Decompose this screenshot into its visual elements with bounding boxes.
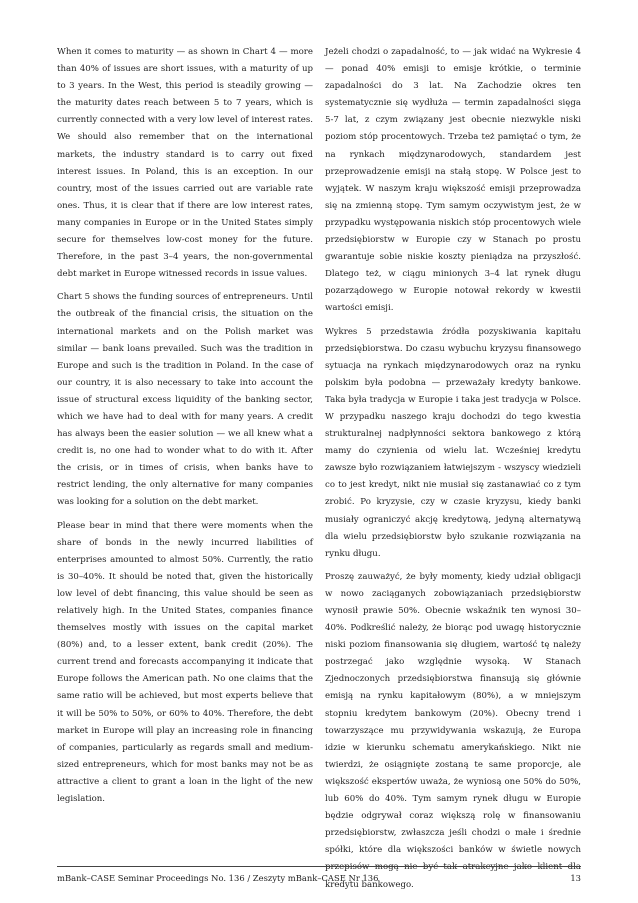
- paragraph-pl-funding-sources: Wykres 5 przedstawia źródła pozyskiwania kapitału przedsiębiorstwa. Do czasu wybuchu kryzysu finansowego sytuacja na rynkach międzynarodowych oraz na rynku polskim była podobna — przeważały kredyty bankowe. Taka była tradycja w Europie i taka jest tradycja w Polsce. W przypadku naszego kraju dochodzi do tego kwestia strukturalnej nadpłynności sektora bankowego z którą mamy do czynienia od wielu lat. Wcześniej kredytu zawsze było rozwiązaniem łatwiejszym - wszyscy wiedzieli co to jest kredyt, nikt nie musiał się zastanawiać co z tym zrobić. Po kryzysie, czy w czasie kryzysu, kiedy banki musiały ograniczyć akcję kredytową, jedyną alternatywą dla wielu przedsiębiorstw było szukanie rozwiązania na rynku długu.: [325, 326, 581, 559]
- page-number: 13: [570, 873, 581, 883]
- paragraph-en-funding-sources: Chart 5 shows the funding sources of entrepreneurs. Until the outbreak of the financial crisis, the situation on the international markets and on the Polish market was similar — bank loans prevailed. Such was the tradition in Europe and such is the tradition in Poland. In the case of our country, it is also necessary to take into account the issue of structural excess liquidity of the banking sector, which we have had to deal with for many years. A credit has always been the easier solution — we all knew what a credit is, no one had to wonder what to do with it. After the crisis, or in times of crisis, when banks have to restrict lending, the only alternative for many companies was looking for a solution on the debt market.: [57, 292, 313, 508]
- paragraph-en-bond-share: Please bear in mind that there were moments when the share of bonds in the newly incurred liabilities of enterprises amounted to almost 50%. Currently, the ratio is 30–40%. It should be noted that, given the historically low level of debt financing, this value should be seen as relatively high. In the United States, companies finance themselves mostly with issues on the capital market (80%) and, to a lesser extent, bank credit (20%). The current trend and forecasts accompanying it indicate that Europe follows the American path. No one claims that the same ratio will be achieved, but most experts believe that it will be 50% to 50%, or 60% to 40%. Therefore, the debt market in Europe will play an increasing role in financing of companies, particularly as regards small and medium-sized entrepreneurs, which for most banks may not be as attractive a client to grant a loan in the light of the new legislation.: [57, 520, 313, 805]
- paragraph-en-maturity: When it comes to maturity — as shown in Chart 4 — more than 40% of issues are short issues, with a maturity of up to 3 years. In the West, this period is steadily growing — the maturity dates reach between 5 to 7 years, which is currently connected with a very low level of interest rates. We should also remember that on the international markets, the industry standard is to carry out fixed interest issues. In Poland, this is an exception. In our country, most of the issues carried out are variable rate ones. Thus, it is clear that if there are low interest rates, many companies in Europe or in the United States simply secure for themselves low-cost money for the future. Therefore, in the past 3–4 years, the non-governmental debt market in Europe witnessed records in issue values.: [57, 47, 313, 280]
- footer-publication: mBank–CASE Seminar Proceedings No. 136 / Zeszyty mBank–CASE Nr 136: [57, 873, 379, 883]
- footer-divider: [57, 866, 581, 867]
- paragraph-pl-maturity: Jeżeli chodzi o zapadalność, to — jak widać na Wykresie 4 — ponad 40% emisji to emisje krótkie, o terminie zapadalności do 3 lat. Na Zachodzie okres ten systematycznie się wydłuża — termin zapadalności sięga 5-7 lat, z czym związany jest obecnie niezwykle niski poziom stóp procentowych. Trzeba też pamiętać o tym, że na rynkach międzynarodowych, standardem jest przeprowadzenie emisji na stałą stopę. W Polsce jest to wyjątek. W naszym kraju większość emisji przeprowadza się na zmienną stopę. Tym samym oczywistym jest, że w przypadku występowania niskich stóp procentowych wiele przedsiębiorstw w Europie czy w Stanach po prostu gwarantuje sobie niskie koszty pieniądza na przyszłość. Dlatego też, w ciągu minionych 3–4 lat rynek długu pozarządowego w Europie notował rekordy w kwestii wartości emisji.: [325, 47, 581, 314]
- right-column-polish: [325, 44, 581, 900]
- paragraph-pl-bond-share: Proszę zauważyć, że były momenty, kiedy udział obligacji w nowo zaciąganych zobowiązaniach przedsiębiorstw wynosił prawie 50%. Obecnie wskaźnik ten wynosi 30–40%. Podkreślić należy, że biorąc pod uwagę historycznie niski poziom finansowania się długiem, wartość tę należy postrzegać jako względnie wysoką. W Stanach Zjednoczonych przedsiębiorstwa finansują się głównie emisją na rynku kapitałowym (80%), a w mniejszym stopniu kredytem bankowym (20%). Obecny trend i towarzyszące mu przywidywania wskazują, że Europa idzie w kierunku schematu amerykańskiego. Nikt nie twierdzi, że osiągnięte zostaną te same proporcje, ale większość ekspertów uważa, że wyniosą one 50% do 50%, lub 60% do 40%. Tym samym rynek długu w Europie będzie odgrywał coraz większą rolę w finansowaniu przedsiębiorstw, zwłaszcza jeśli chodzi o małe i średnie spółki, które dla większości banków w świetle nowych przepisów mogą nie być tak atrakcyjne jako klient dla kredytu bankowego.: [325, 571, 581, 890]
- page-footer: [57, 872, 581, 884]
- left-column-english: [57, 44, 313, 814]
